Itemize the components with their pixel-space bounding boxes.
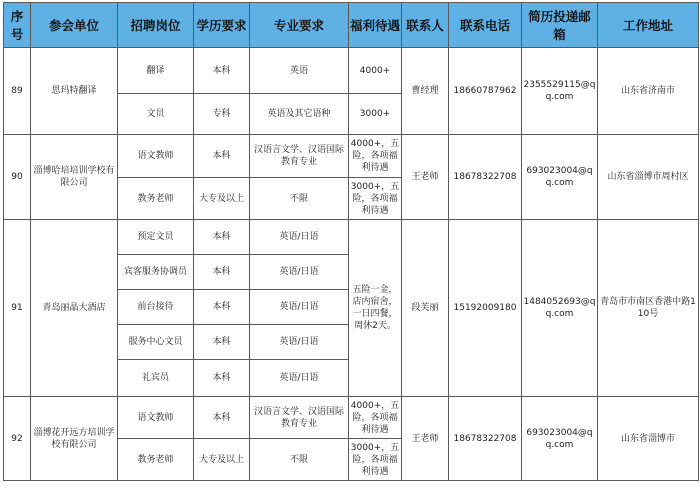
header-row <box>4 3 699 48</box>
seq-cell: 92 <box>4 397 31 481</box>
contact-cell: 王老师 <box>402 397 449 481</box>
major-cell: 英语 <box>250 48 349 94</box>
company-cell: 青岛丽晶大酒店 <box>31 220 118 397</box>
phone-cell: 18678322708 <box>449 135 522 220</box>
recruitment-table <box>3 2 699 481</box>
address-cell: 山东省淄博市周村区 <box>598 135 699 220</box>
major-cell: 英语/日语 <box>250 360 349 397</box>
header-welfare: 福利待遇 <box>349 3 402 48</box>
major-cell: 英语/日语 <box>250 290 349 325</box>
address-cell: 青岛市市南区香港中路110号 <box>598 220 699 397</box>
contact-cell: 段芙丽 <box>402 220 449 397</box>
edu-cell: 本科 <box>194 255 250 290</box>
edu-cell: 本科 <box>194 220 250 255</box>
header-major: 专业要求 <box>250 3 349 48</box>
major-cell: 英语/日语 <box>250 255 349 290</box>
position-cell: 语文教师 <box>118 397 194 439</box>
position-cell: 礼宾员 <box>118 360 194 397</box>
welfare-cell: 4000+ <box>349 48 402 94</box>
header-edu: 学历要求 <box>194 3 250 48</box>
header-seq: 序号 <box>4 3 31 48</box>
seq-cell: 90 <box>4 135 31 220</box>
header-company: 参会单位 <box>31 3 118 48</box>
position-cell: 服务中心文员 <box>118 325 194 360</box>
email-cell: 693023004@qq.com <box>522 397 598 481</box>
phone-cell: 15192009180 <box>449 220 522 397</box>
major-cell: 英语/日语 <box>250 325 349 360</box>
table-row <box>4 135 699 178</box>
edu-cell: 大专及以上 <box>194 439 250 481</box>
major-cell: 不限 <box>250 178 349 220</box>
edu-cell: 本科 <box>194 135 250 178</box>
header-phone: 联系电话 <box>449 3 522 48</box>
position-cell: 文员 <box>118 94 194 135</box>
phone-cell: 18678322708 <box>449 397 522 481</box>
welfare-cell: 3000+，五险，各项福利待遇 <box>349 439 402 481</box>
position-cell: 教务老师 <box>118 178 194 220</box>
welfare-cell: 4000+，五险，各项福利待遇 <box>349 135 402 178</box>
address-cell: 山东省淄博市 <box>598 397 699 481</box>
phone-cell: 18660787962 <box>449 48 522 135</box>
position-cell: 前台接待 <box>118 290 194 325</box>
edu-cell: 本科 <box>194 48 250 94</box>
major-cell: 英语及其它语种 <box>250 94 349 135</box>
position-cell: 翻译 <box>118 48 194 94</box>
edu-cell: 专科 <box>194 94 250 135</box>
major-cell: 英语/日语 <box>250 220 349 255</box>
edu-cell: 本科 <box>194 397 250 439</box>
major-cell: 汉语言文学、汉语国际教育专业 <box>250 135 349 178</box>
position-cell: 预定文员 <box>118 220 194 255</box>
email-cell: 693023004@qq.com <box>522 135 598 220</box>
seq-cell: 89 <box>4 48 31 135</box>
table-row <box>4 48 699 94</box>
edu-cell: 本科 <box>194 325 250 360</box>
position-cell: 语文教师 <box>118 135 194 178</box>
company-cell: 思玛特翻译 <box>31 48 118 135</box>
position-cell: 宾客服务协调员 <box>118 255 194 290</box>
seq-cell: 91 <box>4 220 31 397</box>
position-cell: 教务老师 <box>118 439 194 481</box>
major-cell: 汉语言文学、汉语国际教育专业 <box>250 397 349 439</box>
email-cell: 1484052693@qq.com <box>522 220 598 397</box>
header-contact: 联系人 <box>402 3 449 48</box>
header-address: 工作地址 <box>598 3 699 48</box>
header-position: 招聘岗位 <box>118 3 194 48</box>
company-cell: 淄博哈培培训学校有限公司 <box>31 135 118 220</box>
company-cell: 淄博花开远方培训学校有限公司 <box>31 397 118 481</box>
email-cell: 2355529115@qq.com <box>522 48 598 135</box>
edu-cell: 本科 <box>194 360 250 397</box>
welfare-cell: 3000+，五险，各项福利待遇 <box>349 178 402 220</box>
table-row <box>4 220 699 255</box>
welfare-cell: 3000+ <box>349 94 402 135</box>
header-email: 简历投递邮箱 <box>522 3 598 48</box>
welfare-cell: 4000+，五险，各项福利待遇 <box>349 397 402 439</box>
edu-cell: 本科 <box>194 290 250 325</box>
contact-cell: 王老师 <box>402 135 449 220</box>
address-cell: 山东省济南市 <box>598 48 699 135</box>
table-row <box>4 397 699 439</box>
edu-cell: 大专及以上 <box>194 178 250 220</box>
major-cell: 不限 <box>250 439 349 481</box>
welfare-cell: 五险一金，店内宿舍，一日四餐，周休2天。 <box>349 220 402 397</box>
contact-cell: 曹经理 <box>402 48 449 135</box>
